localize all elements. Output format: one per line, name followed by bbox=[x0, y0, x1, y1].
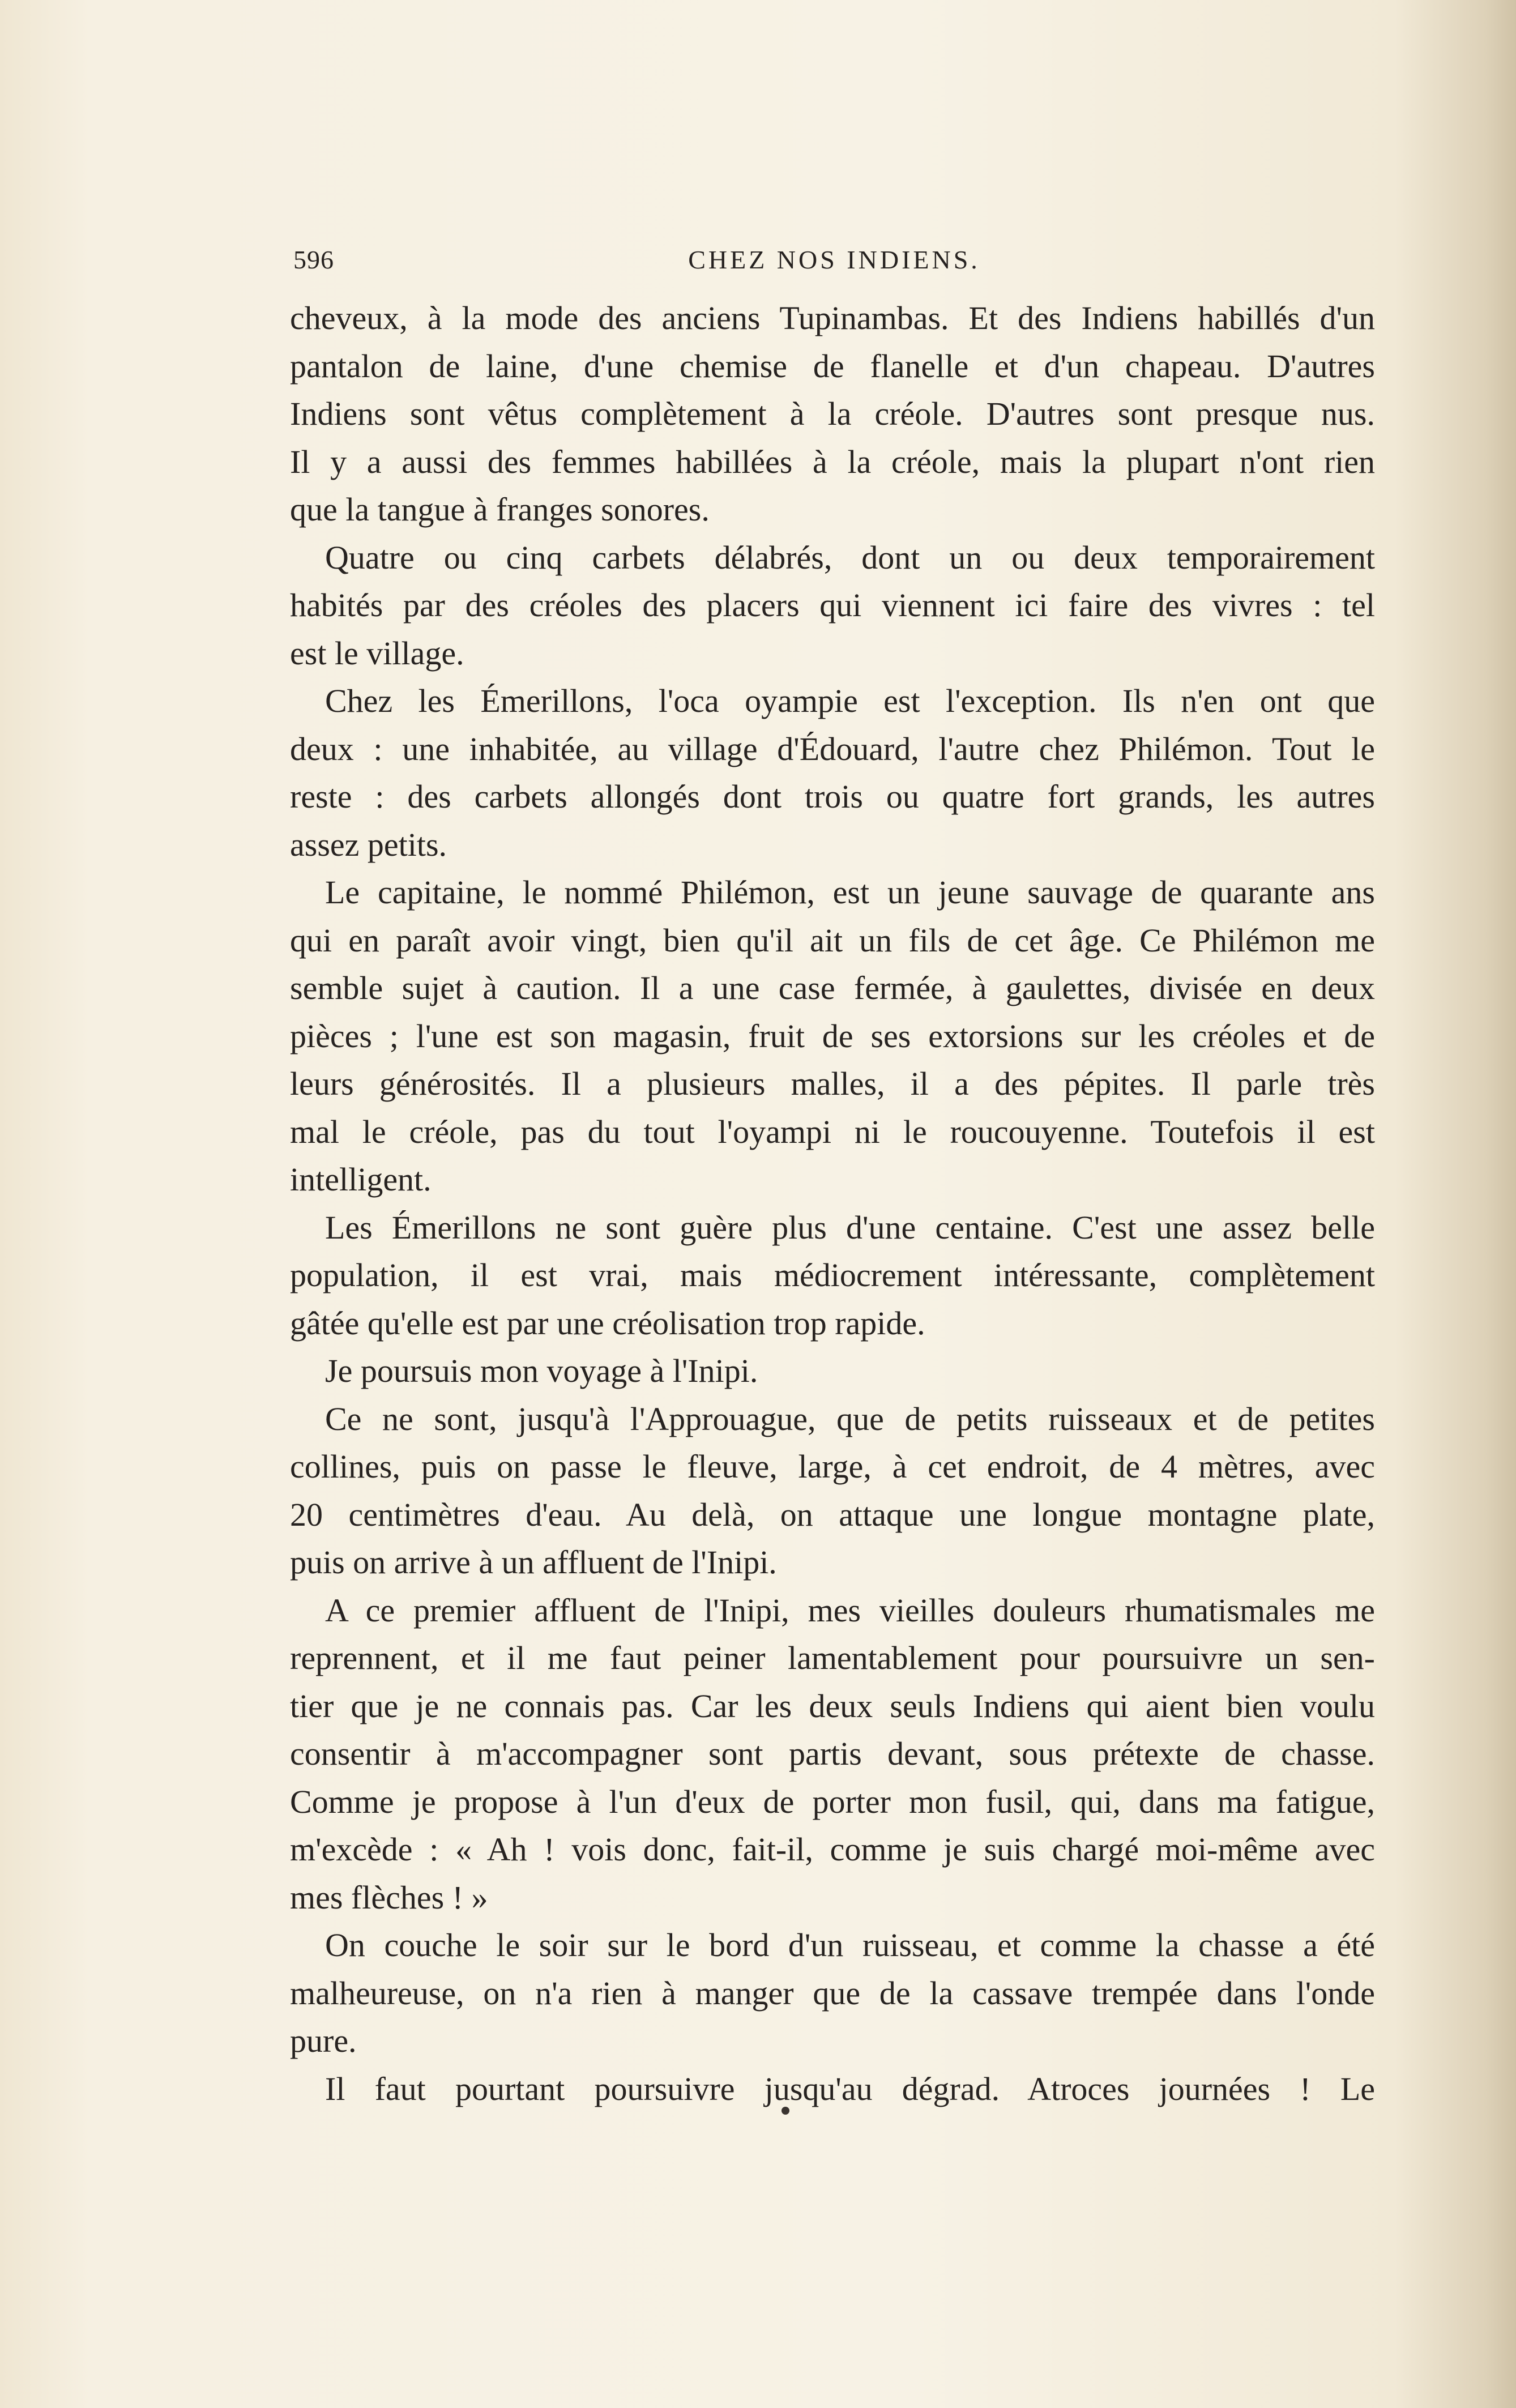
text-line: Je poursuis mon voyage à l'Inipi. bbox=[325, 1352, 758, 1389]
text-line: assez petits. bbox=[290, 826, 447, 863]
paragraph bbox=[290, 1922, 1375, 2065]
text-line: est le village. bbox=[290, 634, 464, 672]
text-line: qui en paraît avoir vingt, bien qu'il ait un fils de cet âge. Ce Philémon me bbox=[290, 921, 1375, 959]
paragraph bbox=[290, 294, 1375, 534]
text-line: malheureuse, on n'a rien à manger que de la cassave trempée dans l'onde bbox=[290, 1974, 1375, 2012]
text-line: Le capitaine, le nommé Philémon, est un jeune sauvage de quarante ans bbox=[325, 874, 1375, 911]
text-line: m'excède : « Ah ! vois donc, fait-il, comme je suis chargé moi-même avec bbox=[290, 1831, 1375, 1868]
paragraph bbox=[290, 677, 1375, 869]
running-title: CHEZ NOS INDIENS. bbox=[688, 245, 980, 274]
text-line: deux : une inhabitée, au village d'Édouard, l'autre chez Philémon. Tout le bbox=[290, 730, 1375, 767]
text-line: tier que je ne connais pas. Car les deux seuls Indiens qui aient bien voulu bbox=[290, 1687, 1375, 1724]
paragraph bbox=[290, 1395, 1375, 1587]
text-line: pièces ; l'une est son magasin, fruit de ses extorsions sur les créoles et de bbox=[290, 1017, 1375, 1054]
text-line: pantalon de laine, d'une chemise de flanelle et d'un chapeau. D'autres bbox=[290, 347, 1375, 385]
text-line: semble sujet à caution. Il a une case fermée, à gaulettes, divisée en deux bbox=[290, 970, 1375, 1006]
text-line: population, il est vrai, mais médiocrement intéressante, complètement bbox=[290, 1257, 1375, 1293]
text-line: On couche le soir sur le bord d'un ruisseau, et comme la chasse a été bbox=[325, 1927, 1375, 1963]
text-line: Il y a aussi des femmes habillées à la créole, mais la plupart n'ont rien bbox=[290, 443, 1375, 480]
printer-mark bbox=[782, 2107, 789, 2115]
text-line: habités par des créoles des placers qui viennent ici faire des vivres : tel bbox=[290, 587, 1375, 624]
text-line: Comme je propose à l'un d'eux de porter mon fusil, qui, dans ma fatigue, bbox=[290, 1783, 1375, 1820]
text-line: Quatre ou cinq carbets délabrés, dont un ou deux temporairement bbox=[325, 539, 1375, 576]
paragraph bbox=[290, 1587, 1375, 1922]
text-line: leurs générosités. Il a plusieurs malles, il a des pépites. Il parle très bbox=[290, 1065, 1375, 1102]
text-line: Ce ne sont, jusqu'à l'Approuague, que de petits ruisseaux et de petites bbox=[325, 1400, 1375, 1437]
text-line: que la tangue à franges sonores. bbox=[290, 491, 710, 528]
text-line: reprennent, et il me faut peiner lamentablement pour poursuivre un sen- bbox=[290, 1640, 1375, 1676]
page-number: 596 bbox=[293, 245, 334, 274]
text-line: puis on arrive à un affluent de l'Inipi. bbox=[290, 1544, 777, 1581]
text-line: cheveux, à la mode des anciens Tupinambas. Et des Indiens habillés d'un bbox=[290, 300, 1375, 336]
text-line: Indiens sont vêtus complètement à la créole. D'autres sont presque nus. bbox=[290, 395, 1375, 432]
text-line: A ce premier affluent de l'Inipi, mes vieilles douleurs rhumatismales me bbox=[325, 1591, 1375, 1629]
text-line: Chez les Émerillons, l'oca oyampie est l'exception. Ils n'en ont que bbox=[325, 682, 1375, 719]
paragraph bbox=[290, 1204, 1375, 1348]
text-line: mal le créole, pas du tout l'oyampi ni le roucouyenne. Toutefois il est bbox=[290, 1113, 1375, 1150]
text-line: consentir à m'accompagner sont partis devant, sous prétexte de chasse. bbox=[290, 1735, 1375, 1772]
text-line: pure. bbox=[290, 2022, 357, 2059]
body-text bbox=[290, 294, 1375, 2113]
paragraph bbox=[290, 1347, 1375, 1395]
text-line: gâtée qu'elle est par une créolisation trop rapide. bbox=[290, 1304, 925, 1342]
text-line: reste : des carbets allongés dont trois ou quatre fort grands, les autres bbox=[290, 778, 1375, 815]
text-line: Il faut pourtant poursuivre jusqu'au dégrad. Atroces journées ! Le bbox=[325, 2070, 1375, 2107]
text-line: collines, puis on passe le fleuve, large, à cet endroit, de 4 mètres, avec bbox=[290, 1448, 1375, 1485]
text-line: Les Émerillons ne sont guère plus d'une centaine. C'est une assez belle bbox=[325, 1209, 1375, 1246]
text-line: mes flèches ! » bbox=[290, 1878, 488, 1916]
paragraph bbox=[290, 869, 1375, 1204]
paragraph bbox=[290, 534, 1375, 678]
paragraph bbox=[290, 2065, 1375, 2114]
page-header bbox=[293, 245, 1375, 284]
text-line: 20 centimètres d'eau. Au delà, on attaque une longue montagne plate, bbox=[290, 1496, 1375, 1533]
text-line: intelligent. bbox=[290, 1161, 432, 1198]
